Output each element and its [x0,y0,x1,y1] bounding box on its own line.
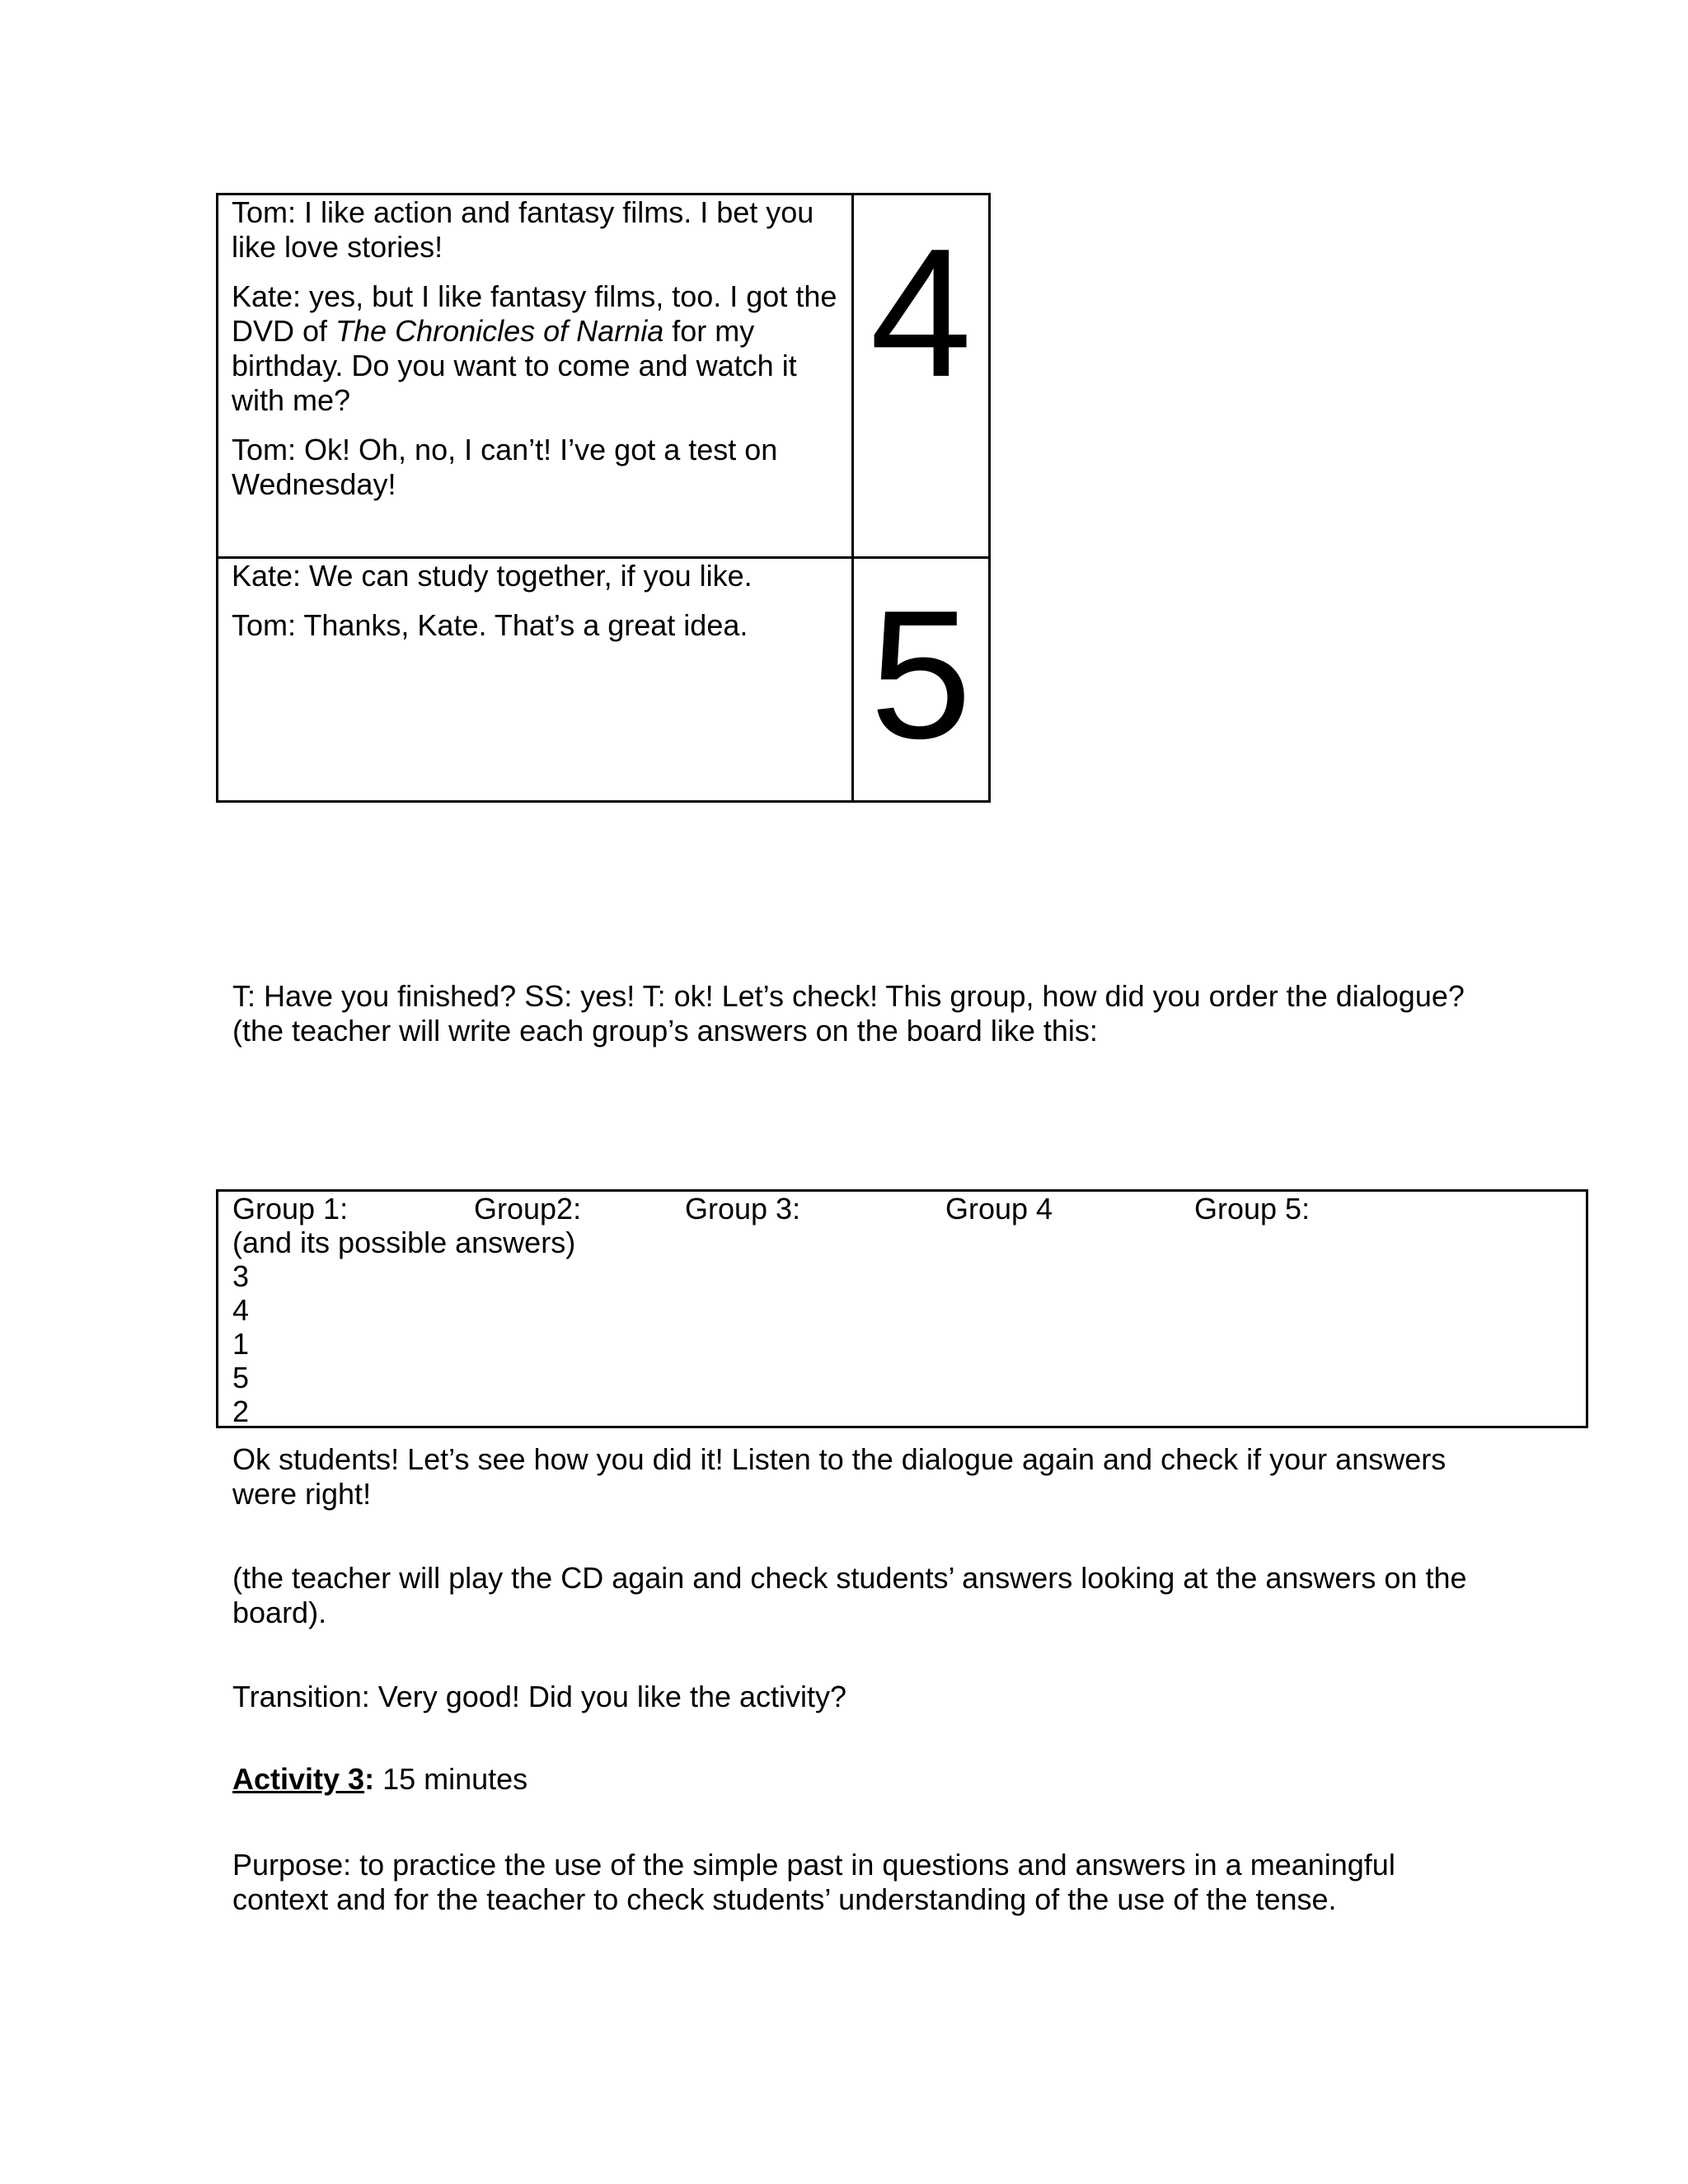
list-item: 3 [232,1259,250,1293]
dialogue-line-tom: Tom: I like action and fantasy films. I bet you like love stories! [232,195,814,264]
list-item: 5 [232,1361,250,1394]
order-number-5: 5 [870,573,973,777]
order-number-4: 4 [870,211,973,415]
group-header-3: Group 3: [685,1192,801,1226]
activity-time: 15 minutes [374,1762,528,1796]
dialogue-row-5 [218,558,990,802]
dialogue-text-cell [218,558,853,802]
list-item: 1 [232,1327,250,1361]
group-subtitle: (and its possible answers) [232,1226,576,1259]
kate-line-start: Kate: yes, but I like fantasy films, too. I got the DVD of [232,279,837,348]
dialogue-line-kate-study: Kate: We can study together, if you like. [232,559,753,593]
list-item: 2 [232,1394,250,1428]
activity-label: Activity 3 [232,1762,365,1796]
book-title: The Chronicles of Narnia [335,314,664,348]
dialogue-text-cell [218,194,853,558]
group-answers-box [216,1189,1588,1428]
transition-paragraph: Transition: Very good! Did you like the activity? [232,1680,847,1713]
activity-heading [232,1762,1469,1797]
kate-line-end: for my birthday. Do you want to come and watch it with me? [232,314,797,417]
group-header-5: Group 5: [1194,1192,1311,1226]
group-header-1: Group 1: [232,1192,349,1226]
group-header-2: Group2: [474,1192,582,1226]
teacher-prompt: T: Have you finished? SS: yes! T: ok! Let’s check! This group, how did you order the dialogue? (the teacher will write each group’s answers on the board like this: [232,979,1465,1047]
check-paragraph: Ok students! Let’s see how you did it! Listen to the dialogue again and check if your answers were right! [232,1442,1447,1511]
purpose-paragraph: Purpose: to practice the use of the simple past in questions and answers in a meaningful context and for the teacher to check students’ understanding of the use of the tense. [232,1848,1395,1916]
order-number-cell [852,558,989,802]
dialogue-line-tom-thanks: Tom: Thanks, Kate. That’s a great idea. [232,608,748,642]
group-answer-list [232,1259,249,1428]
dialogue-table [216,193,991,803]
order-number-cell [852,194,989,558]
dialogue-line-tom-reply: Tom: Ok! Oh, no, I can’t! I’ve got a test on Wednesday! [232,433,778,501]
group-header-4: Group 4 [945,1192,1053,1226]
activity-colon: : [364,1762,375,1796]
dialogue-line-kate [232,279,838,418]
list-item: 4 [232,1293,250,1327]
dialogue-row-4 [218,194,990,558]
cd-paragraph: (the teacher will play the CD again and check students’ answers looking at the answers on the board). [232,1561,1467,1629]
